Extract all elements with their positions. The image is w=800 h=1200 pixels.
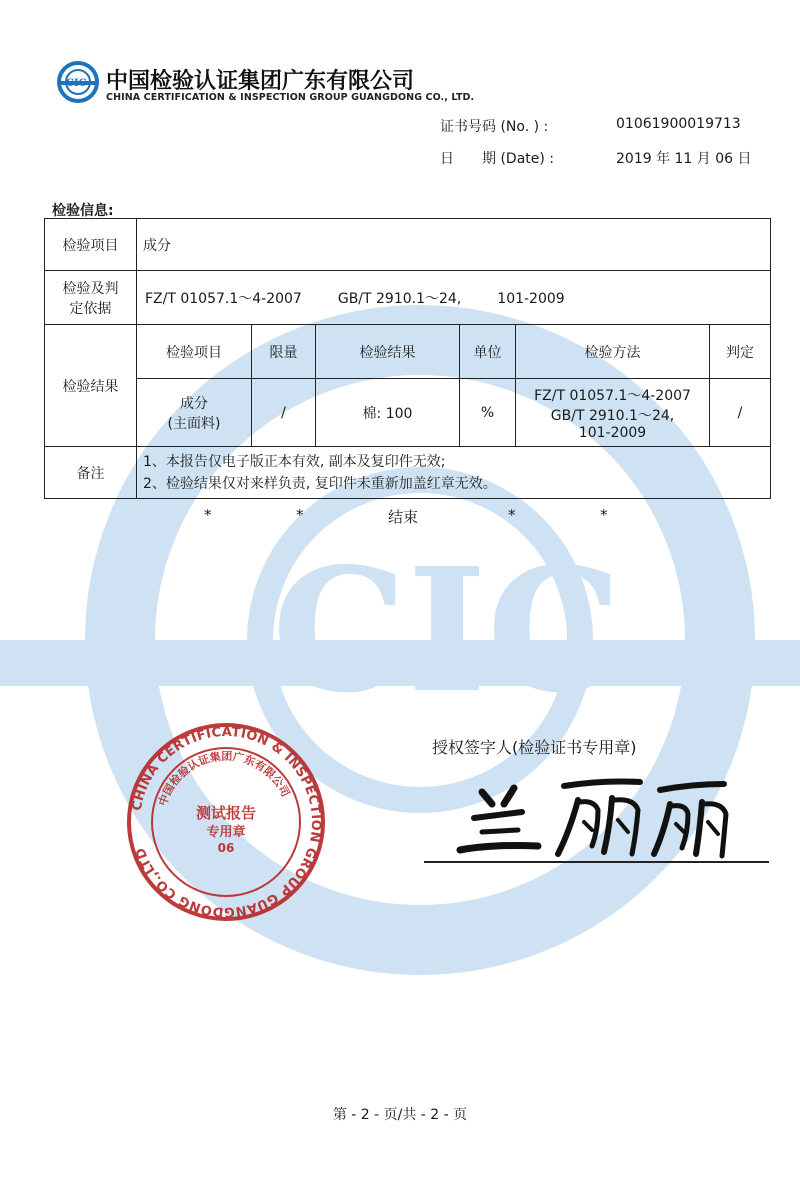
column-header: 限量	[252, 325, 316, 379]
end-star: *	[204, 506, 212, 524]
column-header: 检验项目	[137, 325, 252, 379]
basis-label-cell: 检验及判 定依据	[45, 271, 137, 325]
handwritten-signature	[452, 770, 742, 860]
inspection-table	[44, 218, 771, 499]
page-number: 第 - 2 - 页/共 - 2 - 页	[332, 1107, 468, 1123]
svg-text:中国检验认证集团广东有限公司: 中国检验认证集团广东有限公司	[156, 749, 293, 808]
row-item-cell: 成分 (主面料)	[137, 379, 252, 447]
end-text: 结束	[388, 508, 419, 526]
result-label-cell: 检验结果	[45, 325, 137, 447]
row-method-cell: FZ/T 01057.1～4-2007 GB/T 2910.1～24, 101-2009	[516, 379, 710, 447]
end-star: *	[600, 506, 608, 524]
item-value-cell: 成分	[137, 219, 771, 271]
end-star: *	[296, 506, 304, 524]
section-title: 检验信息:	[52, 203, 114, 219]
remark-line: 2、检验结果仅对来样负责, 复印件未重新加盖红章无效。	[143, 475, 497, 492]
remark-line: 1、本报告仅电子版正本有效, 副本及复印件无效;	[143, 453, 446, 470]
date-label: 日 期 (Date) :	[440, 151, 555, 167]
svg-text:CHINA CERTIFICATION & INSPECTI: CHINA CERTIFICATION & INSPECTION GROUP GUANGDONG CO.,LTD	[129, 724, 324, 920]
row-unit-cell: %	[460, 379, 516, 447]
signature-line	[424, 861, 769, 863]
remark-label-cell: 备注	[45, 447, 137, 499]
column-header: 检验结果	[316, 325, 460, 379]
date-value: 2019 年 11 月 06 日	[616, 151, 752, 167]
table-row	[45, 379, 771, 447]
svg-text:测试报告: 测试报告	[195, 804, 257, 822]
column-header: 判定	[710, 325, 771, 379]
signatory-caption: 授权签字人(检验证书专用章)	[432, 738, 637, 757]
item-label-cell: 检验项目	[45, 219, 137, 271]
row-limit-cell: /	[252, 379, 316, 447]
company-name-cn: 中国检验认证集团广东有限公司	[106, 69, 415, 94]
row-result-cell: 棉: 100	[316, 379, 460, 447]
svg-text:06: 06	[217, 841, 235, 855]
basis-value-cell: FZ/T 01057.1～4-2007 GB/T 2910.1～24, 101-2009	[137, 271, 771, 325]
svg-text:CIC: CIC	[66, 78, 87, 89]
cic-logo-icon	[56, 60, 100, 104]
company-name-en: CHINA CERTIFICATION & INSPECTION GROUP GUANGDONG CO., LTD.	[106, 92, 475, 103]
column-header: 单位	[460, 325, 516, 379]
column-header: 检验方法	[516, 325, 710, 379]
watermark-text: CIC	[272, 531, 623, 731]
end-star: *	[508, 506, 516, 524]
official-seal	[126, 722, 326, 922]
remark-value-cell	[137, 447, 771, 499]
svg-text:专用章: 专用章	[206, 825, 246, 840]
row-judgement-cell: /	[710, 379, 771, 447]
cert-number-value: 01061900019713	[616, 116, 741, 132]
cert-number-label: 证书号码 (No. ) :	[440, 119, 549, 135]
